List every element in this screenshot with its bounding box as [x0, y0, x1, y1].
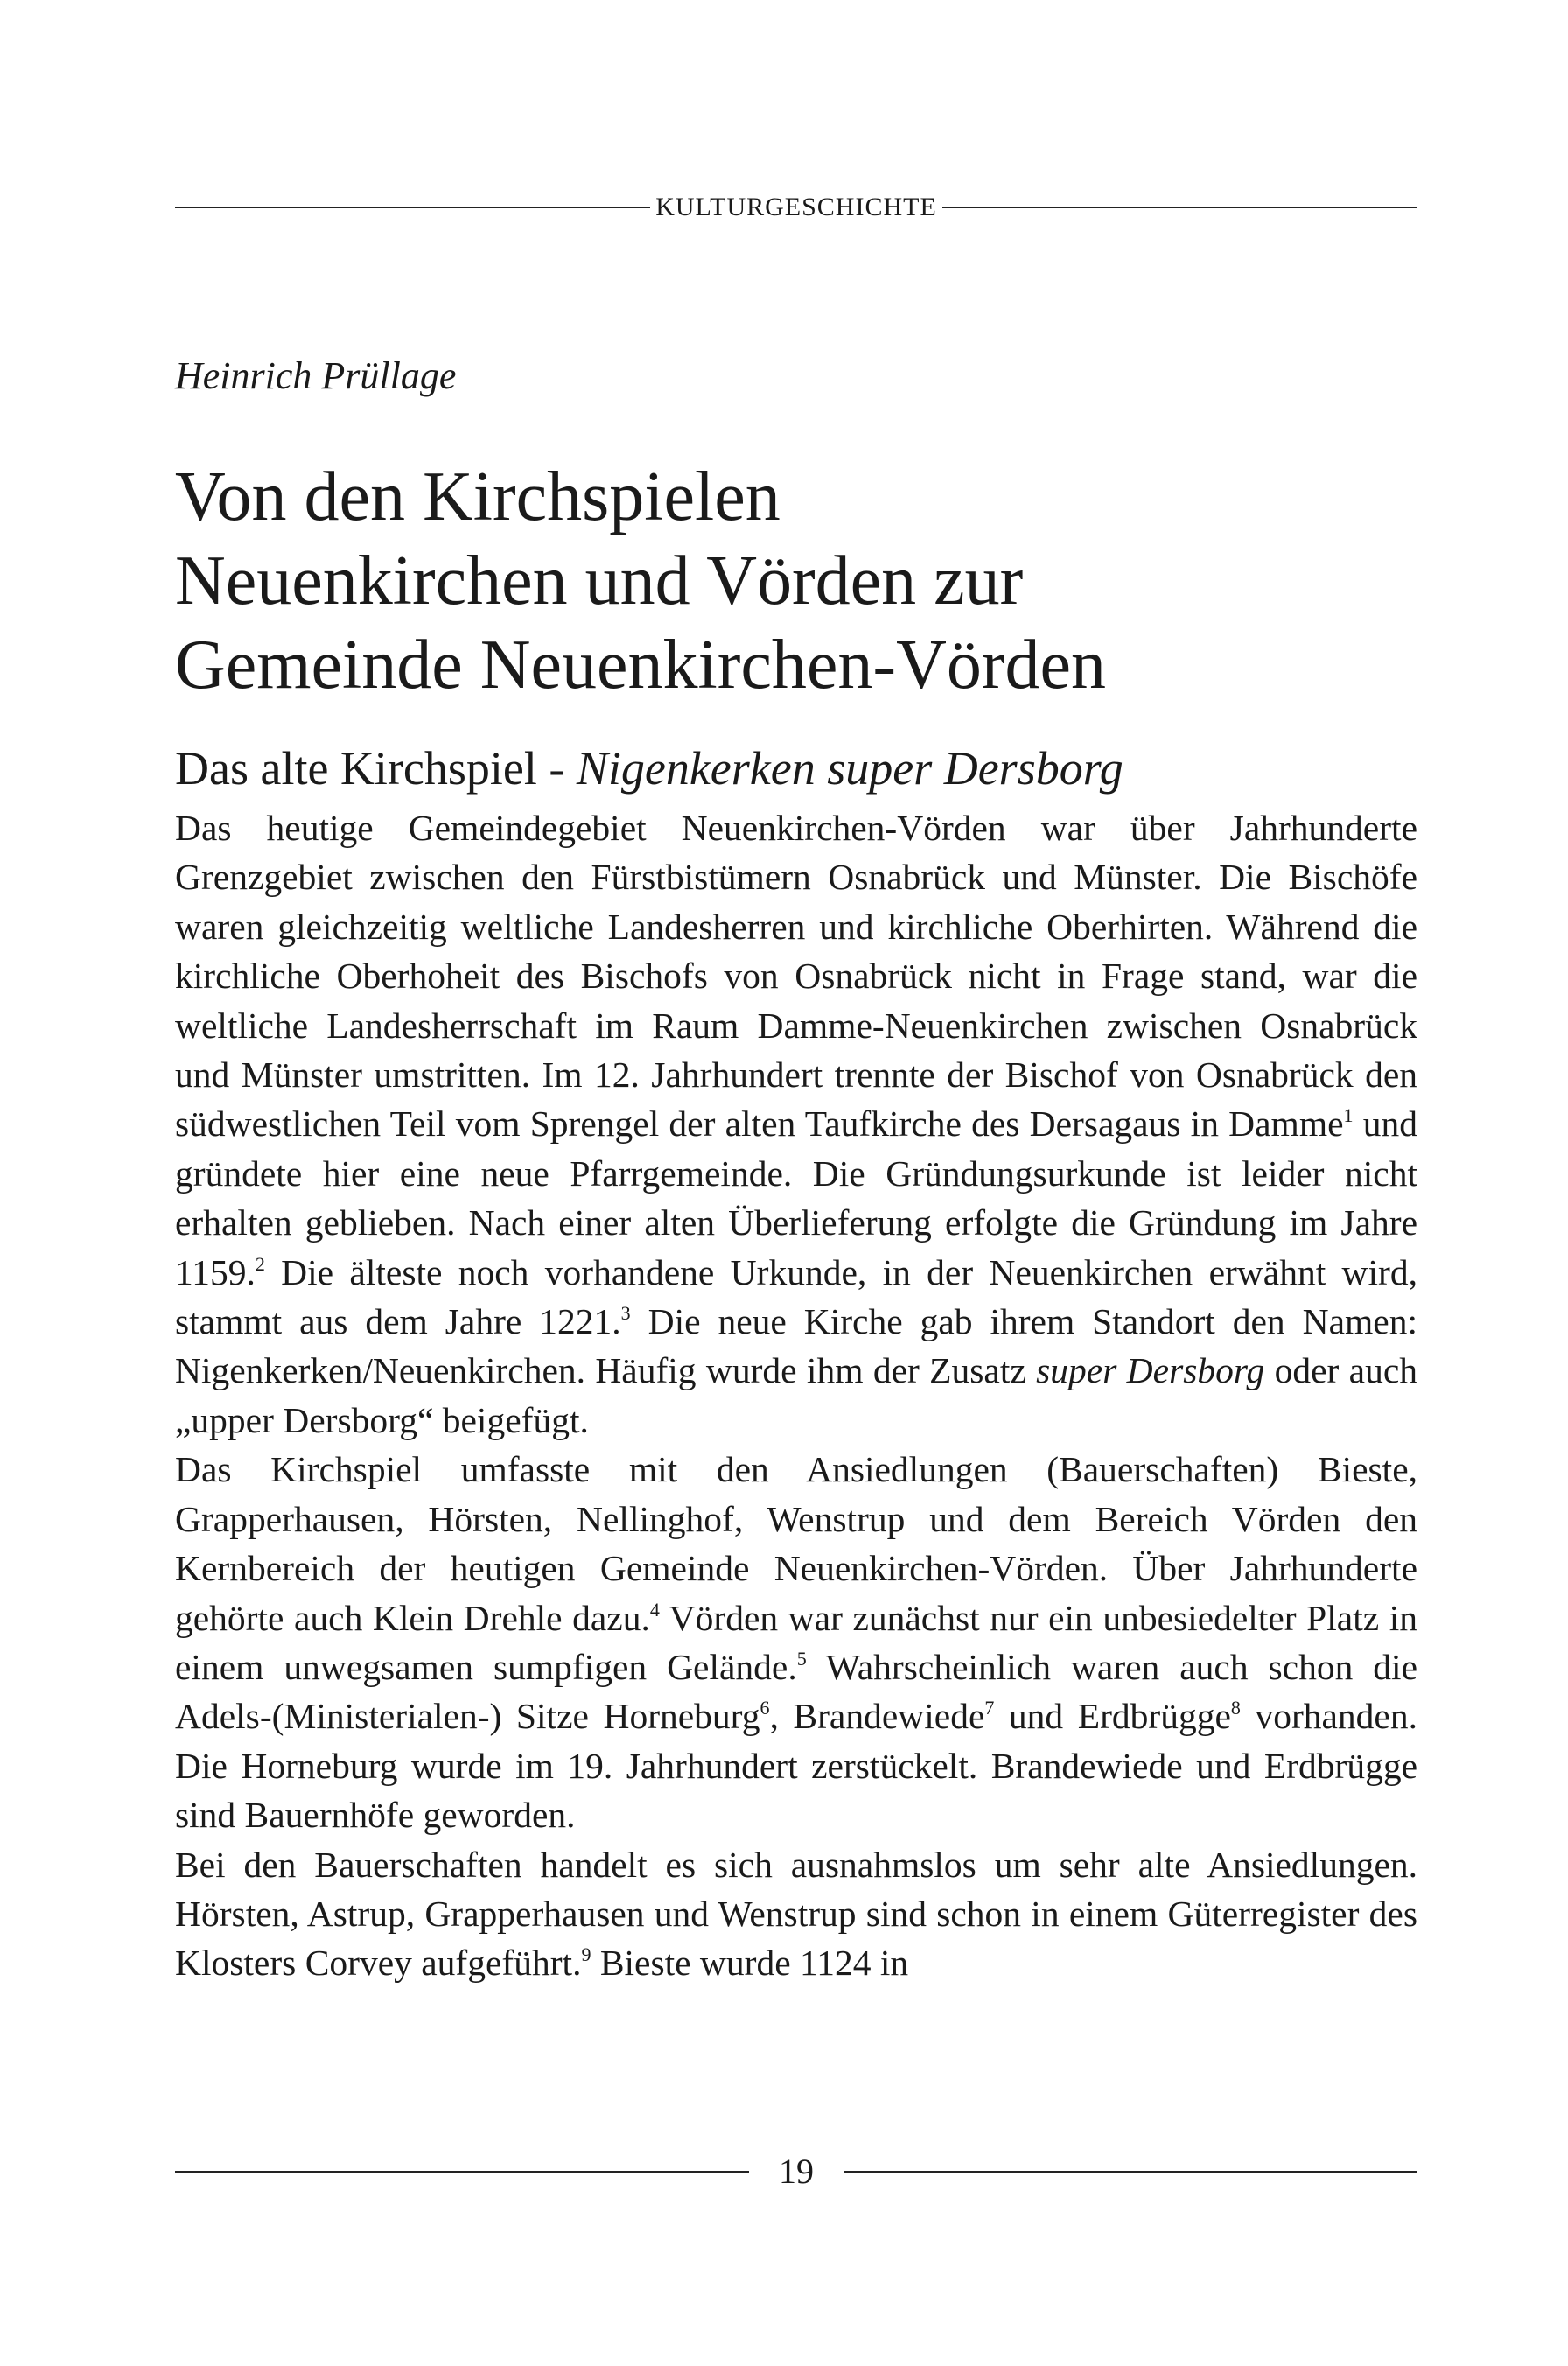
- section-heading-plain: Das alte Kirchspiel -: [175, 742, 577, 794]
- body-text: [175, 803, 1418, 1988]
- section-label: KULTURGESCHICHTE: [655, 192, 937, 221]
- text-run: Das Kirchspiel umfasste mit den Ansiedlungen (Bauerschaften) Bieste, Grapperhausen, Hörsten, Nellinghof, Wenstrup und dem Bereich Vörden den Kernbereich der heutigen Gemeinde Neuenkirchen-Vörden. Über Jahrhunderte gehörte auch Klein Drehle dazu.: [175, 1449, 1418, 1638]
- author-name: Heinrich Prüllage: [175, 354, 457, 397]
- text-run: , Brandewiede: [769, 1696, 985, 1737]
- paragraph: [175, 1840, 1418, 1988]
- footnote-ref[interactable]: 4: [649, 1598, 660, 1620]
- footnote-ref[interactable]: 1: [1343, 1104, 1354, 1127]
- text-run: Bieste wurde 1124 in: [591, 1942, 909, 1984]
- text-run: Vörden war zunächst nur ein unbesiedelter Platz in einem unwegsamen sumpfigen Gelände.: [175, 1597, 1418, 1687]
- title-line: Gemeinde Neuenkirchen-Vörden: [175, 626, 1106, 704]
- footer-rule-right: [844, 2171, 1418, 2173]
- footnote-ref[interactable]: 7: [984, 1697, 995, 1719]
- paragraph: [175, 1445, 1418, 1839]
- text-run: und gründete hier eine neue Pfarrgemeinde. Die Gründungsurkunde ist leider nicht erhalten geblieben. Nach einer alten Überlieferung erfolgte die Gründung im Jahre 1159.: [175, 1103, 1418, 1292]
- italic-text-run: super Dersborg: [1036, 1350, 1265, 1391]
- text-run: Wahrscheinlich waren auch schon die Adels-(Ministerialen-) Sitze Horneburg: [175, 1646, 1418, 1737]
- text-run: vorhanden. Die Horneburg wurde im 19. Jahrhundert zerstückelt. Brandewiede und Erdbrügge sind Bauernhöfe geworden.: [175, 1696, 1418, 1836]
- footer-rule-left: [175, 2171, 749, 2173]
- footnote-ref[interactable]: 8: [1230, 1697, 1241, 1719]
- text-run: Bei den Bauerschaften handelt es sich ausnahmslos um sehr alte Ansiedlungen. Hörsten, Astrup, Grapperhausen und Wenstrup sind schon in einem Güterregister des Klosters Corvey aufgeführt.: [175, 1844, 1418, 1984]
- text-run: Die älteste noch vorhandene Urkunde, in der Neuenkirchen erwähnt wird, stammt aus dem Jahre 1221.: [175, 1251, 1418, 1342]
- paragraph: [175, 803, 1418, 1445]
- footnote-ref[interactable]: 6: [760, 1697, 770, 1719]
- page-number: 19: [779, 2152, 814, 2191]
- section-heading-italic: Nigenkerken super Dersborg: [576, 742, 1124, 794]
- text-run: Das heutige Gemeindegebiet Neuenkirchen-Vörden war über Jahrhunderte Grenzgebiet zwischen den Fürstbistümern Osnabrück und Münster. Die Bischöfe waren gleichzeitig weltliche Landesherren und kirchliche Oberhirten. Während die kirchliche Oberhoheit des Bischofs von Osnabrück nicht in Frage stand, war die weltliche Landesherrschaft im Raum Damme-Neuenkirchen zwischen Osnabrück und Münster umstritten. Im 12. Jahrhundert trennte der Bischof von Osnabrück den südwestlichen Teil vom Sprengel der alten Taufkirche des Dersagaus in Damme: [175, 808, 1418, 1144]
- article-title: [175, 455, 1418, 707]
- footnote-ref[interactable]: 5: [796, 1647, 807, 1670]
- title-line: Von den Kirchspielen: [175, 458, 780, 536]
- footnote-ref[interactable]: 3: [620, 1302, 631, 1325]
- header-rule-left: [175, 206, 650, 208]
- page-footer: [175, 2151, 1418, 2192]
- text-run: und Erdbrügge: [994, 1696, 1231, 1737]
- running-header: [175, 192, 1418, 222]
- footnote-ref[interactable]: 9: [581, 1943, 592, 1966]
- header-rule-right: [942, 206, 1418, 208]
- text-run: oder auch „upper Dersborg“ beigefügt.: [175, 1350, 1418, 1440]
- section-heading: [175, 740, 1124, 796]
- footnote-ref[interactable]: 2: [255, 1252, 265, 1275]
- title-line: Neuenkirchen und Vörden zur: [175, 542, 1024, 620]
- text-run: Die neue Kirche gab ihrem Standort den Namen: Nigenkerken/Neuenkirchen. Häufig wurde ihm der Zusatz: [175, 1301, 1418, 1391]
